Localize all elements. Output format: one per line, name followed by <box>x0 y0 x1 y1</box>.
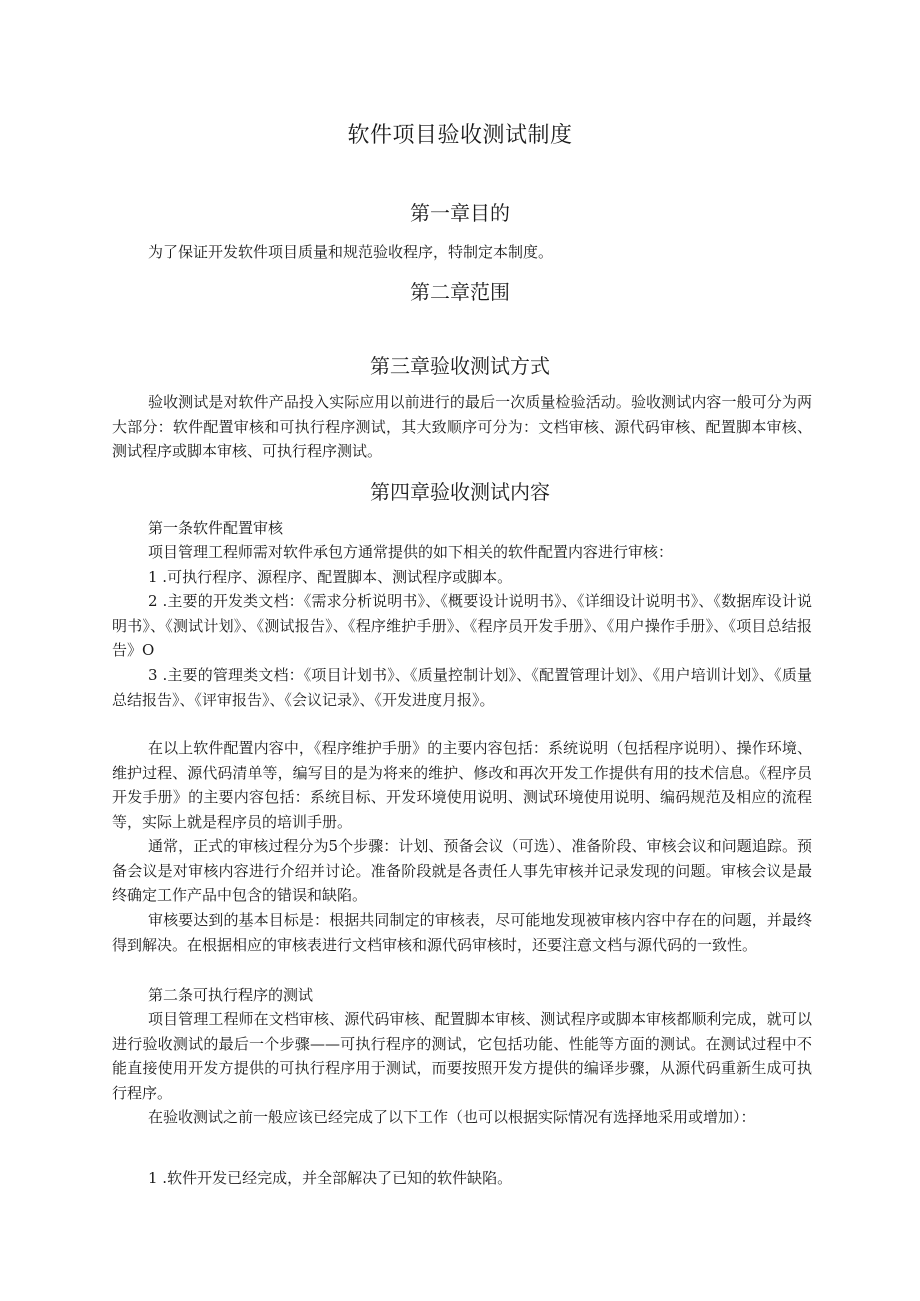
chapter-2-heading: 第二章范围 <box>410 280 510 304</box>
article-1-title: 第一条软件配置审核 <box>148 519 284 537</box>
chapter-3-heading: 第三章验收测试方式 <box>370 354 550 378</box>
chapter-1-heading: 第一章目的 <box>410 201 510 225</box>
chapter-4-heading: 第四章验收测试内容 <box>370 480 550 504</box>
list-item: 1 .软件开发已经完成，并全部解决了已知的软件缺陷。 <box>148 1169 513 1187</box>
article-1-intro: 项目管理工程师需对软件承包方通常提供的如下相关的软件配置内容进行审核： <box>148 543 674 561</box>
document-title: 软件项目验收测试制度 <box>347 123 573 148</box>
list-item: 3 .主要的管理类文档：《项目计划书》、《质量控制计划》、《配置管理计划》、《用户培训计划》、《质量总结报告》、《评审报告》、《会议记录》、《开发进度月报》。 <box>112 666 812 709</box>
paragraph-before-testing: 在验收测试之前一般应该已经完成了以下工作（也可以根据实际情况有选择地采用或增加）： <box>148 1108 756 1126</box>
paragraph-manuals: 在以上软件配置内容中，《程序维护手册》的主要内容包括：系统说明（包括程序说明）、操作环境、维护过程、源代码清单等，编写目的是为将来的维护、修改和再次开发工作提供有用的技术信息。《程序员开发手册》的主要内容包括：系统目标、开发环境使用说明、测试环境使用说明、编码规范及相应的流程等，实际上就是程序员的培训手册。 <box>112 739 812 831</box>
paragraph-review-goal: 审核要达到的基本目标是：根据共同制定的审核表，尽可能地发现被审核内容中存在的问题，并最终得到解决。在根据相应的审核表进行文档审核和源代码审核时，还要注意文档与源代码的一致性。 <box>112 911 812 954</box>
list-item: 2 .主要的开发类文档：《需求分析说明书》、《概要设计说明书》、《详细设计说明书》、《数据库设计说明书》、《测试计划》、《测试报告》、《程序维护手册》、《程序员开发手册》、《用户操作手册》、《项目总结报告》O <box>112 592 812 659</box>
chapter-1-paragraph: 为了保证开发软件项目质量和规范验收程序，特制定本制度。 <box>148 243 554 261</box>
list-item: 1 .可执行程序、源程序、配置脚本、测试程序或脚本。 <box>148 568 513 586</box>
paragraph-review-process: 通常，正式的审核过程分为5个步骤：计划、预备会议（可选）、准备阶段、审核会议和问题追踪。预备会议是对审核内容进行介绍并讨论。准备阶段就是各责任人事先审核并记录发现的问题。审核会议是最终确定工作产品中包含的错误和缺陷。 <box>112 837 812 904</box>
paragraph-executable-testing: 项目管理工程师在文档审核、源代码审核、配置脚本审核、测试程序或脚本审核都顺利完成，就可以进行验收测试的最后一个步骤——可执行程序的测试，它包括功能、性能等方面的测试。在测试过程中不能直接使用开发方提供的可执行程序用于测试，而要按照开发方提供的编译步骤，从源代码重新生成可执行程序。 <box>112 1010 812 1102</box>
chapter-3-paragraph: 验收测试是对软件产品投入实际应用以前进行的最后一次质量检验活动。验收测试内容一般可分为两大部分：软件配置审核和可执行程序测试，其大致顺序可分为：文档审核、源代码审核、配置脚本审核、测试程序或脚本审核、可执行程序测试。 <box>112 393 812 460</box>
article-2-title: 第二条可执行程序的测试 <box>148 986 314 1004</box>
